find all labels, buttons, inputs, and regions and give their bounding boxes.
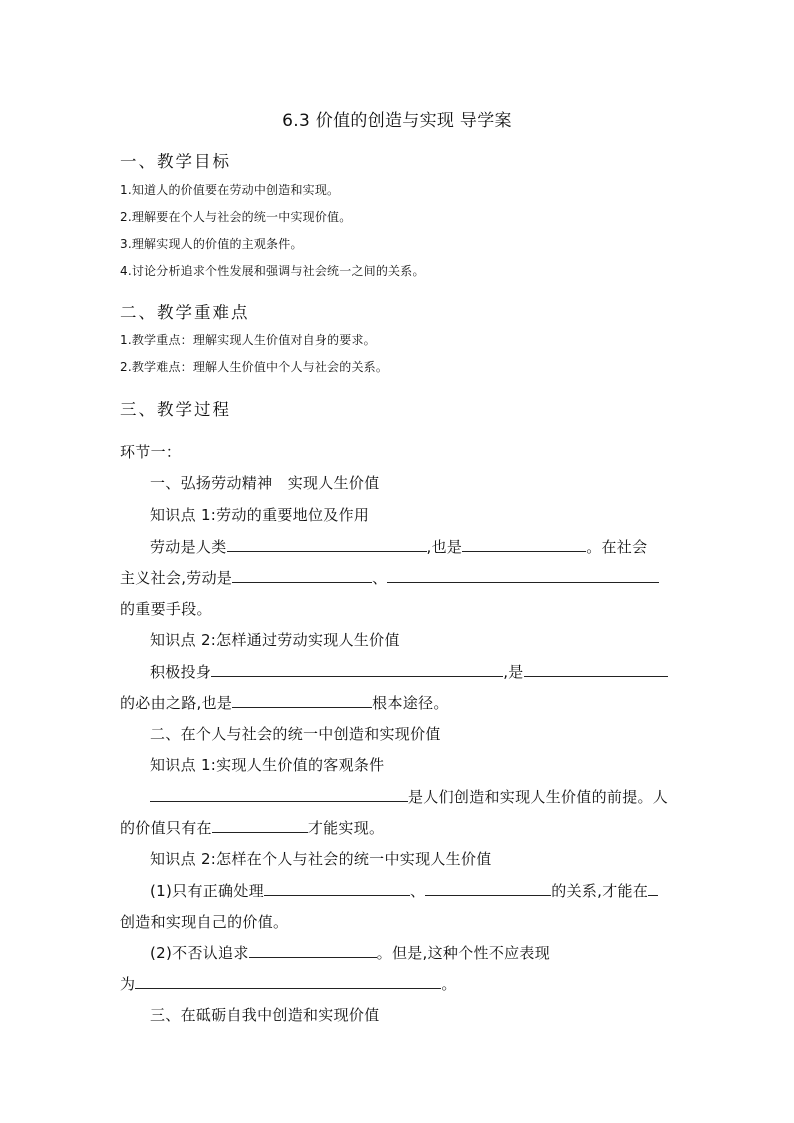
answer-blank[interactable] [227, 537, 427, 552]
objective-item: 2.理解要在个人与社会的统一中实现价值。 [120, 210, 352, 224]
answer-blank[interactable] [425, 881, 551, 896]
text-span: 才能实现。 [307, 819, 385, 837]
text-span: 。 [441, 975, 457, 993]
answer-blank[interactable] [135, 974, 441, 989]
text-span: 的关系,才能在 [551, 882, 649, 900]
answer-blank[interactable] [249, 943, 377, 958]
objective-item: 3.理解实现人的价值的主观条件。 [120, 237, 303, 251]
text-span: 主义社会,劳动是 [120, 569, 233, 587]
text-span: 。在社会 [586, 538, 648, 556]
objective-item: 1.知道人的价值要在劳动中创造和实现。 [120, 183, 340, 197]
section-heading-process: 三、教学过程 [120, 400, 231, 419]
fill-in-line [150, 661, 668, 682]
answer-blank[interactable] [462, 537, 586, 552]
text-span: 劳动是人类 [150, 538, 227, 556]
text-span: 的价值只有在 [120, 819, 212, 837]
answer-blank[interactable] [212, 818, 308, 833]
part-title: 二、在个人与社会的统一中创造和实现价值 [150, 725, 441, 743]
knowledge-point-title: 知识点 1:实现人生价值的客观条件 [150, 756, 385, 774]
section-heading-keypoints: 二、教学重难点 [120, 303, 250, 322]
fill-in-line [150, 786, 668, 807]
knowledge-point-title: 知识点 1:劳动的重要地位及作用 [150, 506, 370, 524]
text-span: 、 [409, 882, 426, 900]
answer-blank[interactable] [232, 693, 372, 708]
keypoint-item: 1.教学重点：理解实现人生价值对自身的要求。 [120, 333, 376, 347]
text-span: 的必由之路,也是 [120, 694, 233, 712]
keypoint-item: 2.教学难点：理解人生价值中个人与社会的关系。 [120, 360, 389, 374]
answer-blank[interactable] [264, 881, 410, 896]
fill-in-line [120, 567, 659, 588]
answer-blank[interactable] [232, 568, 372, 583]
answer-blank[interactable] [211, 662, 503, 677]
text-span: ,也是 [426, 538, 463, 556]
text-span: 是人们创造和实现人生价值的前提。人 [408, 788, 669, 806]
text-span: 为 [120, 975, 136, 993]
text-span: (2)不否认追求 [150, 944, 249, 962]
fill-in-line [120, 692, 449, 713]
answer-blank[interactable] [150, 787, 408, 802]
answer-blank[interactable] [387, 568, 659, 583]
part-title: 一、弘扬劳动精神 实现人生价值 [150, 474, 380, 492]
answer-blank[interactable] [524, 662, 668, 677]
objective-item: 4.讨论分析追求个性发展和强调与社会统一之间的关系。 [120, 264, 425, 278]
fill-in-line [150, 536, 647, 557]
text-span: 积极投身 [150, 663, 212, 681]
text-span: 根本途径。 [372, 694, 449, 712]
fill-in-line [150, 942, 550, 963]
text-span: (1)只有正确处理 [150, 882, 264, 900]
part-title: 三、在砥砺自我中创造和实现价值 [150, 1006, 380, 1024]
answer-blank[interactable] [648, 881, 658, 896]
knowledge-point-title: 知识点 2:怎样在个人与社会的统一中实现人生价值 [150, 850, 492, 868]
knowledge-point-title: 知识点 2:怎样通过劳动实现人生价值 [150, 631, 400, 649]
fill-in-line-end: 创造和实现自己的价值。 [120, 913, 289, 931]
page-title: 6.3 价值的创造与实现 导学案 [282, 111, 512, 131]
text-span: 、 [372, 569, 388, 587]
fill-in-line [150, 880, 658, 901]
fill-in-line-end: 的重要手段。 [120, 600, 212, 618]
text-span: ,是 [503, 663, 524, 681]
text-span: 。但是,这种个性不应表现 [376, 944, 551, 962]
stage-label: 环节一： [120, 443, 182, 461]
fill-in-line [120, 817, 384, 838]
section-heading-objectives: 一、教学目标 [120, 152, 231, 171]
fill-in-line [120, 973, 457, 994]
